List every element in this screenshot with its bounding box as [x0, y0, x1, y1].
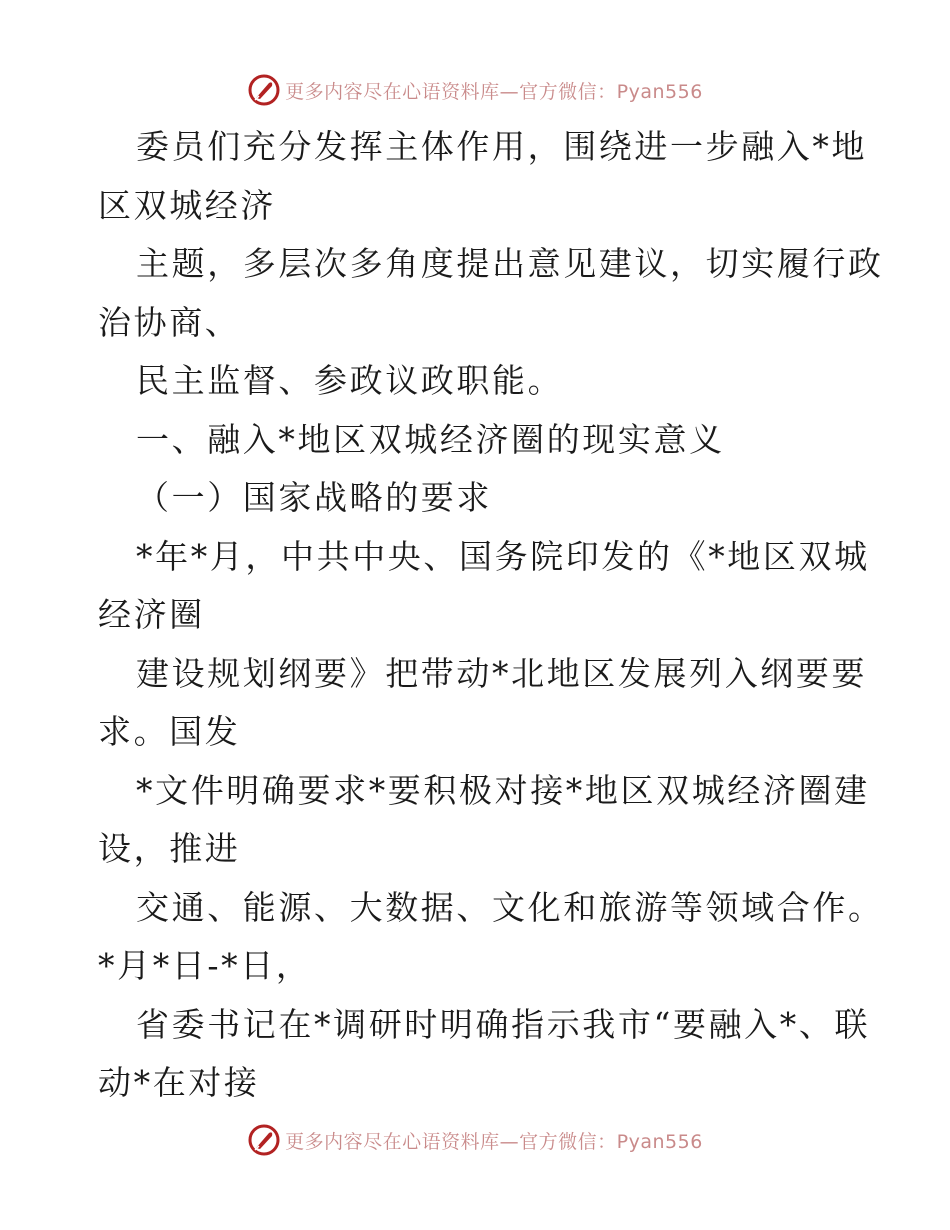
body-line: 委员们充分发挥主体作用，围绕进一步融入*地: [136, 127, 868, 166]
watermark-footer: [0, 1120, 950, 1160]
body-line: 区双城经济: [98, 185, 276, 225]
body-line: 求。国发: [98, 712, 241, 751]
subsection-heading: （一）国家战略的要求: [136, 478, 492, 517]
body-line: 民主监督、参政议政职能。: [136, 361, 564, 400]
body-line: 省委书记在*调研时明确指示我市“要融入*、联: [136, 1004, 871, 1044]
body-line: 建设规划纲要》把带动*北地区发展列入纲要要: [136, 653, 868, 693]
body-line: *文件明确要求*要积极对接*地区双城经济圈建: [136, 770, 870, 810]
body-line: 主题，多层次多角度提出意见建议，切实履行政: [136, 244, 884, 283]
feather-pen-logo-icon: [247, 73, 281, 107]
watermark-header: [0, 70, 950, 110]
document-body: [98, 118, 884, 1113]
body-line: 治协商、: [98, 302, 241, 342]
section-heading: 一、融入*地区双城经济圈的现实意义: [136, 419, 725, 459]
body-line: *年*月，中共中央、国务院印发的《*地区双城: [136, 536, 870, 576]
body-line: *月*日-*日，: [98, 946, 312, 985]
watermark-text: 更多内容尽在心语资料库—官方微信：Pyan556: [285, 1130, 703, 1153]
body-line: 交通、能源、大数据、文化和旅游等领域合作。: [136, 887, 884, 927]
watermark-text: 更多内容尽在心语资料库—官方微信：Pyan556: [285, 80, 703, 103]
body-line: 动*在对接: [98, 1063, 260, 1102]
feather-pen-logo-icon: [247, 1123, 281, 1157]
body-line: 经济圈: [98, 595, 205, 634]
body-line: 设，推进: [98, 829, 241, 868]
